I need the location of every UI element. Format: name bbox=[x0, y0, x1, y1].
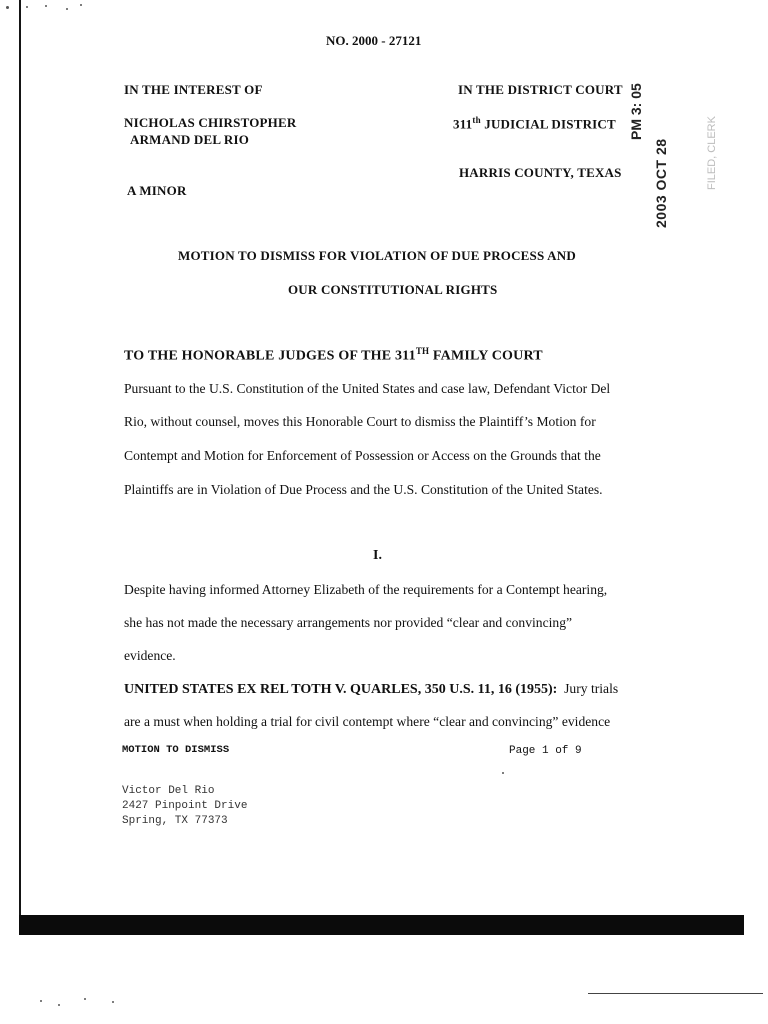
scan-speck bbox=[112, 1001, 114, 1003]
paragraph1-line1: Pursuant to the U.S. Constitution of the United States and case law, Defendant Victor Del bbox=[124, 381, 611, 396]
paragraph2-line3: evidence. bbox=[124, 648, 176, 663]
filing-stamp-time: PM 3: 05 bbox=[628, 83, 644, 140]
district-number: 311 bbox=[453, 116, 473, 132]
scan-speck bbox=[26, 6, 28, 8]
caption-district-court: IN THE DISTRICT COURT bbox=[458, 82, 623, 97]
footer-rule bbox=[588, 993, 763, 994]
motion-title-line1: MOTION TO DISMISS FOR VIOLATION OF DUE PROCESS AND bbox=[178, 248, 576, 263]
case-number: NO. 2000 - 27121 bbox=[326, 33, 422, 48]
scan-speck bbox=[84, 998, 86, 1000]
scan-speck bbox=[40, 1000, 42, 1002]
caption-name-line1: NICHOLAS CHIRSTOPHER bbox=[124, 115, 297, 130]
left-margin-rule bbox=[19, 0, 21, 935]
salutation bbox=[124, 346, 543, 365]
salutation-suffix: FAMILY COURT bbox=[429, 348, 543, 364]
scan-bottom-bar bbox=[19, 915, 744, 935]
scan-speck bbox=[66, 8, 68, 10]
salutation-prefix: TO THE HONORABLE JUDGES OF THE 311 bbox=[124, 348, 416, 364]
paragraph2-line2: she has not made the necessary arrangements nor provided “clear and convincing” bbox=[124, 615, 573, 630]
scan-speck bbox=[58, 1004, 60, 1006]
paragraph1-line4: Plaintiffs are in Violation of Due Process and the U.S. Constitution of the United States. bbox=[124, 482, 603, 497]
footer-page: Page 1 of 9 bbox=[509, 745, 582, 757]
caption-minor: A MINOR bbox=[127, 183, 187, 198]
salutation-sup: TH bbox=[415, 346, 430, 356]
address-city: Spring, TX 77373 bbox=[122, 815, 228, 827]
caption-judicial-district bbox=[453, 115, 616, 132]
citation-line2: are a must when holding a trial for civil contempt where “clear and convincing” evidence bbox=[124, 714, 611, 729]
scan-speck bbox=[45, 5, 47, 7]
scan-speck bbox=[502, 772, 504, 774]
filing-stamp-side: FILED, CLERK bbox=[706, 116, 718, 190]
citation-line1 bbox=[124, 681, 618, 698]
citation-text: Jury trials bbox=[557, 681, 619, 696]
section-number: I. bbox=[373, 548, 382, 563]
district-suffix: th bbox=[472, 115, 481, 125]
paragraph2-line1: Despite having informed Attorney Elizabeth of the requirements for a Contempt hearing, bbox=[124, 582, 608, 597]
caption-county: HARRIS COUNTY, TEXAS bbox=[459, 165, 622, 180]
motion-title-line2: OUR CONSTITUTIONAL RIGHTS bbox=[288, 282, 498, 297]
address-name: Victor Del Rio bbox=[122, 785, 215, 797]
scan-speck bbox=[80, 4, 82, 6]
caption-in-interest: IN THE INTEREST OF bbox=[124, 82, 263, 97]
address-street: 2427 Pinpoint Drive bbox=[122, 800, 248, 812]
paragraph1-line3: Contempt and Motion for Enforcement of Possession or Access on the Grounds that the bbox=[124, 448, 601, 463]
paragraph1-line2: Rio, without counsel, moves this Honorable Court to dismiss the Plaintiff’s Motion for bbox=[124, 414, 596, 429]
filing-stamp-date: 2003 OCT 28 bbox=[653, 138, 669, 228]
footer-label: MOTION TO DISMISS bbox=[122, 744, 230, 756]
scan-speck bbox=[6, 6, 9, 9]
caption-name-line2: ARMAND DEL RIO bbox=[130, 132, 250, 147]
district-text: JUDICIAL DISTRICT bbox=[484, 116, 616, 132]
citation-case: UNITED STATES EX REL TOTH V. QUARLES, 350 U.S. 11, 16 (1955): bbox=[124, 682, 558, 697]
